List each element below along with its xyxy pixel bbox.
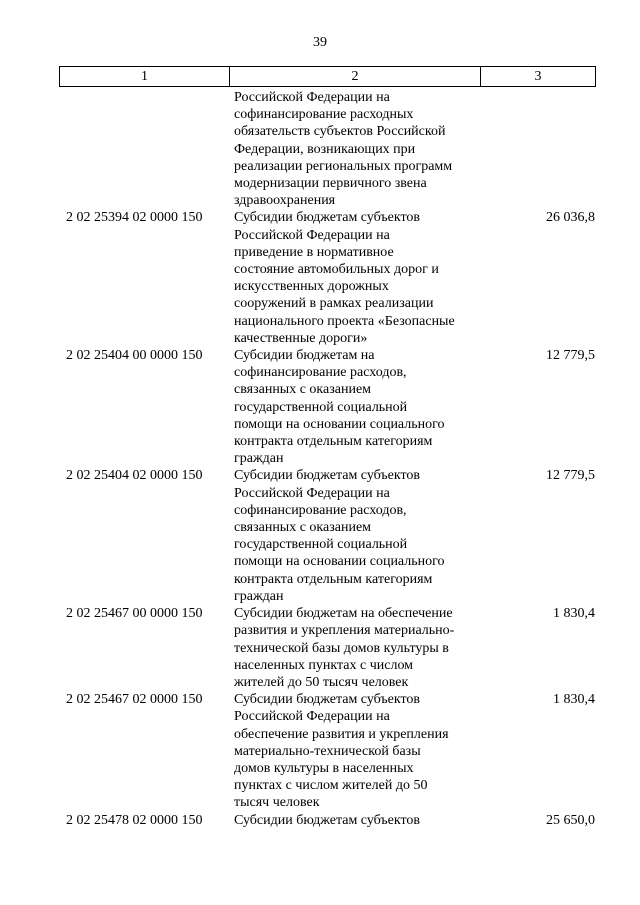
row-name-line: софинансирование расходных: [234, 107, 414, 123]
row-name: [229, 691, 480, 811]
row-name-line: пунктах с числом жителей до 50: [234, 778, 428, 794]
row-name-line: граждан: [234, 588, 284, 604]
table-row: [59, 89, 595, 209]
row-code: 2 02 25404 00 0000 150: [66, 348, 203, 364]
row-name-line: контракта отдельным категориям: [234, 434, 433, 450]
row-name: [229, 89, 480, 209]
row-name: [229, 605, 480, 691]
row-name-line: государственной социальной: [234, 399, 408, 415]
row-name-line: контракта отдельным категориям: [234, 571, 433, 587]
row-name: [229, 812, 480, 829]
row-name-line: модернизации первичного звена: [234, 176, 427, 192]
table-row: [59, 209, 595, 347]
row-name-line: обеспечение развития и укрепления: [234, 726, 449, 742]
row-amount: 1 830,4: [553, 692, 595, 708]
row-amount: 12 779,5: [546, 348, 595, 364]
row-name-line: национального проекта «Безопасные: [234, 313, 455, 329]
row-name-line: Субсидии бюджетам на: [234, 348, 375, 364]
row-name-line: софинансирование расходов,: [234, 365, 407, 381]
header-col-3: 3: [481, 67, 596, 87]
row-name-line: населенных пунктах с числом: [234, 657, 414, 673]
row-amount: 26 036,8: [546, 210, 595, 226]
row-name-line: помощи на основании социального: [234, 416, 445, 432]
row-name-line: Российской Федерации на: [234, 227, 390, 243]
row-name-line: Субсидии бюджетам субъектов: [234, 692, 421, 708]
row-code: 2 02 25404 02 0000 150: [66, 468, 203, 484]
row-name-line: Субсидии бюджетам на обеспечение: [234, 606, 453, 622]
table-row: [59, 605, 595, 691]
row-name-line: здравоохранения: [234, 193, 336, 209]
page-number: 39: [313, 35, 327, 50]
row-name-line: качественные дороги»: [234, 330, 368, 346]
row-name-line: технической базы домов культуры в: [234, 640, 449, 656]
row-name-line: жителей до 50 тысяч человек: [234, 674, 409, 690]
table-row: [59, 467, 595, 605]
row-name-line: домов культуры в населенных: [234, 760, 414, 776]
header-col-1: 1: [60, 67, 230, 87]
table-row: [59, 812, 595, 829]
header-row: [60, 67, 596, 87]
row-name-line: Субсидии бюджетам субъектов: [234, 812, 421, 828]
row-amount: 12 779,5: [546, 468, 595, 484]
row-name-line: тысяч человек: [234, 795, 320, 811]
row-name-line: материально-технической базы: [234, 743, 421, 759]
header-col-2: 2: [230, 67, 481, 87]
row-code: 2 02 25478 02 0000 150: [66, 812, 203, 828]
row-name-line: состояние автомобильных дорог и: [234, 262, 439, 278]
row-name-line: Российской Федерации на: [234, 90, 390, 105]
row-amount: 1 830,4: [553, 606, 595, 622]
row-name-line: сооружений в рамках реализации: [234, 296, 434, 312]
row-name-line: софинансирование расходов,: [234, 502, 407, 518]
row-code: 2 02 25394 02 0000 150: [66, 210, 203, 226]
row-name-line: Российской Федерации на: [234, 709, 390, 725]
row-name-line: Субсидии бюджетам субъектов: [234, 210, 421, 226]
row-name: [229, 347, 480, 467]
row-name-line: обязательств субъектов Российской: [234, 124, 446, 140]
row-name-line: государственной социальной: [234, 537, 408, 553]
row-name-line: связанных с оказанием: [234, 382, 372, 398]
row-name-line: Российской Федерации на: [234, 485, 390, 501]
row-name-line: реализации региональных программ: [234, 158, 453, 174]
row-name-line: Федерации, возникающих при: [234, 141, 416, 157]
table-body: [59, 89, 595, 829]
row-code: [59, 89, 229, 209]
row-name: [229, 209, 480, 347]
row-name-line: помощи на основании социального: [234, 554, 445, 570]
row-name-line: приведение в нормативное: [234, 244, 394, 260]
row-amount: [480, 89, 595, 209]
row-name-line: связанных с оказанием: [234, 520, 372, 536]
row-name-line: искусственных дорожных: [234, 279, 389, 295]
table-row: [59, 691, 595, 811]
table-header: [59, 66, 596, 87]
row-name-line: граждан: [234, 451, 284, 467]
row-name-line: развития и укрепления материально-: [234, 623, 455, 639]
row-code: 2 02 25467 02 0000 150: [66, 692, 203, 708]
row-name: [229, 467, 480, 605]
row-code: 2 02 25467 00 0000 150: [66, 606, 203, 622]
row-amount: 25 650,0: [546, 812, 595, 828]
table-row: [59, 347, 595, 467]
row-name-line: Субсидии бюджетам субъектов: [234, 468, 421, 484]
